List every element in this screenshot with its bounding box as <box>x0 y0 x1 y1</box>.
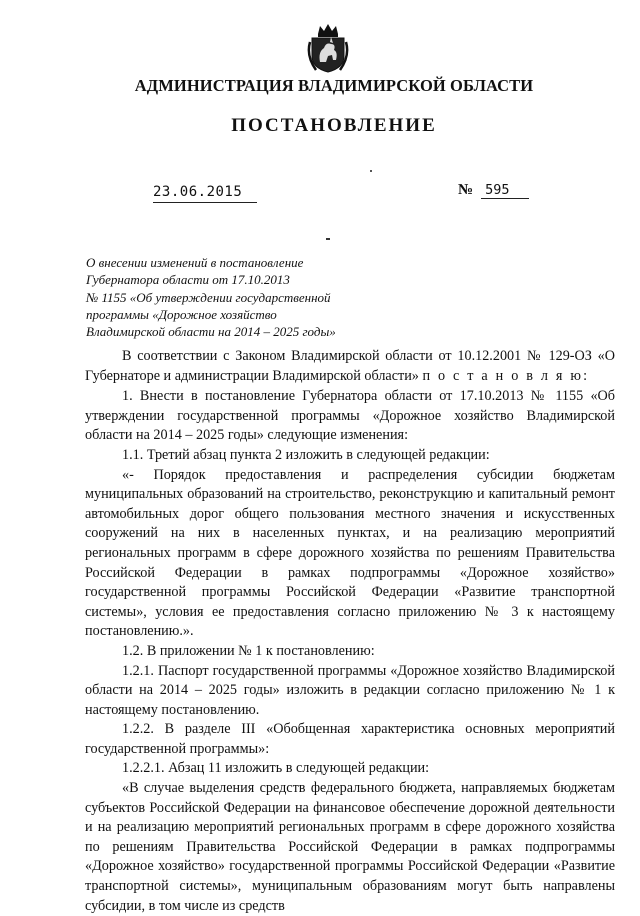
document-number: 595 <box>481 182 529 199</box>
paragraph-1-2-2: 1.2.2. В разделе III «Обобщенная характеристика основных мероприятий государственной программы»: <box>85 721 615 757</box>
paragraph-1-1-quote: «- Порядок предоставления и распределения субсидии бюджетам муниципальных образований на строительство, реконструкцию и капитальный ремонт автомобильных дорог общего пользования местного значения и искусственных сооружений на них в населенных пунктах, и на реализацию мероприятий региональных программ в сфере дорожного хозяйства по решениям Правительства Российской Федерации в рамках подпрограммы «Дорожное хозяйство» государственной программы Российской Федерации «Развитие транспортной системы», условия ее предоставления согласно приложению № 3 к настоящему постановлению.». <box>85 466 615 640</box>
subject-line: Губернатора области от 17.10.2013 <box>86 272 290 288</box>
intro-text: В соответствии с Законом Владимирской области от 10.12.2001 № 129-ОЗ «О Губернаторе и администрации Владимирской области» <box>85 348 615 384</box>
subject-line: программы «Дорожное хозяйство <box>86 306 277 322</box>
coat-of-arms-icon <box>306 22 350 74</box>
organization-title: АДМИНИСТРАЦИЯ ВЛАДИМИРСКОЙ ОБЛАСТИ <box>134 76 534 95</box>
paragraph-1-2-1: 1.2.1. Паспорт государственной программы «Дорожное хозяйство Владимирской области на 2014 – 2025 годы» изложить в редакции согласно приложению № 1 к настоящему постановлению. <box>85 662 615 718</box>
document-body <box>85 347 615 916</box>
paragraph-1-2-2-1: 1.2.2.1. Абзац 11 изложить в следующей редакции: <box>122 760 430 777</box>
paragraph-1-1: 1.1. Третий абзац пункта 2 изложить в следующей редакции: <box>122 446 490 463</box>
subject-line: Владимирской области на 2014 – 2025 годы» <box>86 324 336 340</box>
scan-speck <box>326 238 330 240</box>
paragraph-1-2-2-1-quote: «В случае выделения средств федерального бюджета, направляемых бюджетам субъектов Российской Федерации на финансовое обеспечение дорожной деятельности и на реализацию мероприятий региональных программ в сфере дорожного хозяйства по решениям Правительства Российской Федерации в рамках подпрограммы «Дорожное хозяйство» государственной программы Российской Федерации «Развитие транспортной системы», муниципальным образованиям могут быть направлены субсидии, в том числе из средств <box>85 780 615 914</box>
document-number-block <box>458 182 529 199</box>
paragraph-1: 1. Внести в постановление Губернатора области от 17.10.2013 № 1155 «Об утверждении государственной программы «Дорожное хозяйство Владимирской области на 2014 – 2025 годы» следующие изменения: <box>85 388 615 444</box>
document-subject <box>86 254 386 340</box>
intro-paragraph <box>85 347 615 386</box>
scan-speck <box>370 170 372 172</box>
document-type-title: ПОСТАНОВЛЕНИЕ <box>231 115 437 136</box>
number-sign: № <box>458 182 474 198</box>
paragraph-1-2: 1.2. В приложении № 1 к постановлению: <box>122 642 375 659</box>
subject-line: О внесении изменений в постановление <box>86 255 304 270</box>
subject-line: № 1155 «Об утверждении государственной <box>86 289 331 305</box>
resolve-word: п о с т а н о в л я ю: <box>422 367 590 384</box>
document-date: 23.06.2015 <box>153 184 257 203</box>
